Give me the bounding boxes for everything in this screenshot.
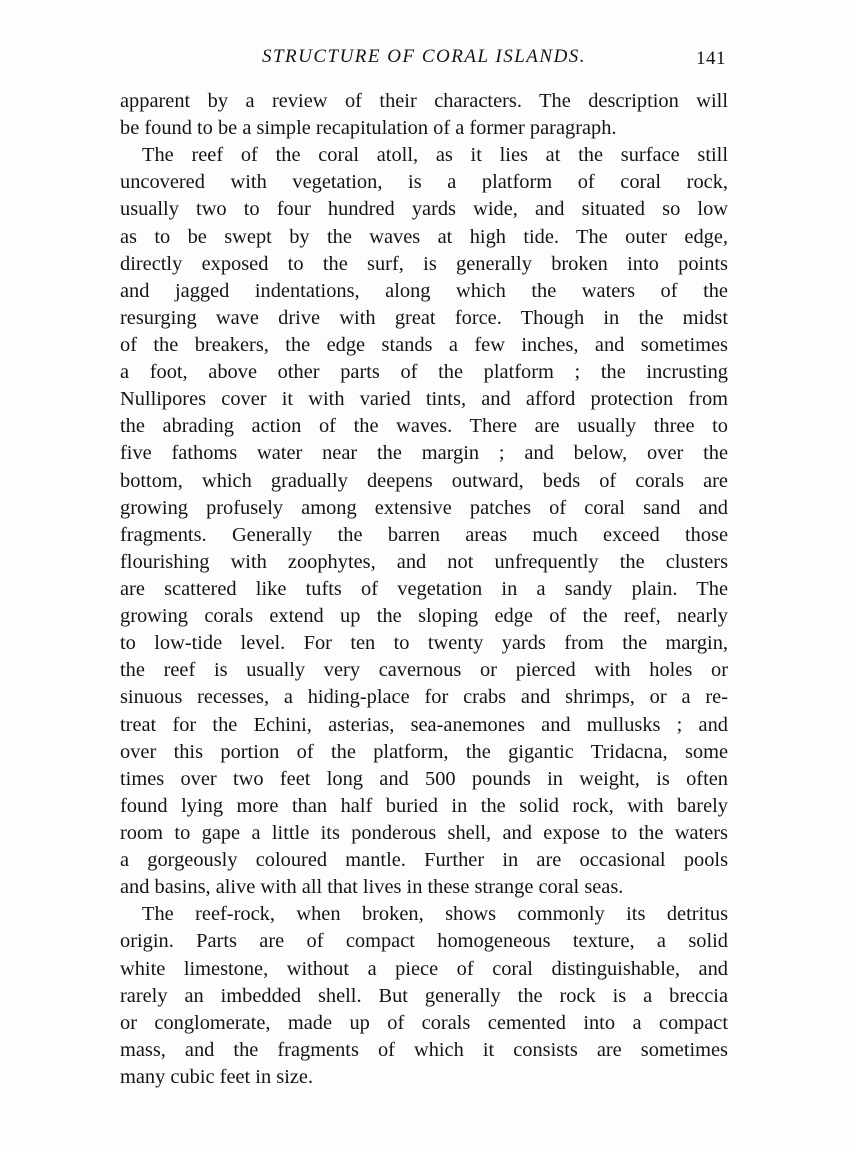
text-line: be found to be a simple recapitulation of a former paragraph. <box>120 117 617 140</box>
text-line: to low-tide level. For ten to twenty yards from the margin, <box>120 632 728 655</box>
text-line: flourishing with zoophytes, and not unfrequently the clusters <box>120 550 728 573</box>
text-line: and jagged indentations, along which the waters of the <box>120 279 728 302</box>
running-head <box>120 46 728 76</box>
text-line: are scattered like tufts of vegetation in a sandy plain. The <box>120 577 728 600</box>
text-line: Nullipores cover it with varied tints, and afford protection from <box>120 388 728 411</box>
text-line: a gorgeously coloured mantle. Further in are occasional pools <box>120 849 728 872</box>
text-line: and basins, alive with all that lives in these strange coral seas. <box>120 876 624 899</box>
text-line: the reef is usually very cavernous or pierced with holes or <box>120 659 728 682</box>
paragraph-1 <box>120 88 728 142</box>
text-line: as to be swept by the waves at high tide. The outer edge, <box>120 225 728 248</box>
text-line: origin. Parts are of compact homogeneous texture, a solid <box>120 930 728 953</box>
page-number: 141 <box>696 48 726 69</box>
text-line: found lying more than half buried in the solid rock, with barely <box>120 794 728 817</box>
text-line: sinuous recesses, a hiding-place for crabs and shrimps, or a re- <box>120 686 728 709</box>
text-line: resurging wave drive with great force. Though in the midst <box>120 306 728 329</box>
text-line: The reef of the coral atoll, as it lies at the surface still <box>142 144 728 167</box>
text-line: many cubic feet in size. <box>120 1065 314 1088</box>
body-text <box>120 88 728 1091</box>
text-line: of the breakers, the edge stands a few inches, and sometimes <box>120 333 728 356</box>
running-title: STRUCTURE OF CORAL ISLANDS. <box>261 46 587 67</box>
text-line: room to gape a little its ponderous shell, and expose to the waters <box>120 821 728 844</box>
text-line: uncovered with vegetation, is a platform of coral rock, <box>120 171 728 194</box>
text-line: or conglomerate, made up of corals cemented into a compact <box>120 1011 728 1034</box>
text-line: five fathoms water near the margin ; and below, over the <box>120 442 728 465</box>
text-line: growing corals extend up the sloping edge of the reef, nearly <box>120 605 728 628</box>
paragraph-2 <box>120 142 728 901</box>
text-line: a foot, above other parts of the platform ; the incrusting <box>120 361 728 384</box>
text-line: rarely an imbedded shell. But generally the rock is a breccia <box>120 984 728 1007</box>
text-line: white limestone, without a piece of coral distinguishable, and <box>120 957 728 980</box>
text-line: bottom, which gradually deepens outward, beds of corals are <box>120 469 728 492</box>
text-line: directly exposed to the surf, is generally broken into points <box>120 252 728 275</box>
text-line: times over two feet long and 500 pounds in weight, is often <box>120 767 728 790</box>
text-line: mass, and the fragments of which it consists are sometimes <box>120 1038 728 1061</box>
text-line: growing profusely among extensive patches of coral sand and <box>120 496 728 519</box>
text-line: usually two to four hundred yards wide, and situated so low <box>120 198 728 221</box>
text-line: The reef-rock, when broken, shows commonly its detritus <box>142 903 728 926</box>
paragraph-3 <box>120 901 728 1091</box>
text-line: the abrading action of the waves. There are usually three to <box>120 415 728 438</box>
text-line: over this portion of the platform, the gigantic Tridacna, some <box>120 740 728 763</box>
text-line: treat for the Echini, asterias, sea-anemones and mullusks ; and <box>120 713 728 736</box>
text-line: apparent by a review of their characters. The description will <box>120 90 728 112</box>
text-line: fragments. Generally the barren areas much exceed those <box>120 523 728 546</box>
